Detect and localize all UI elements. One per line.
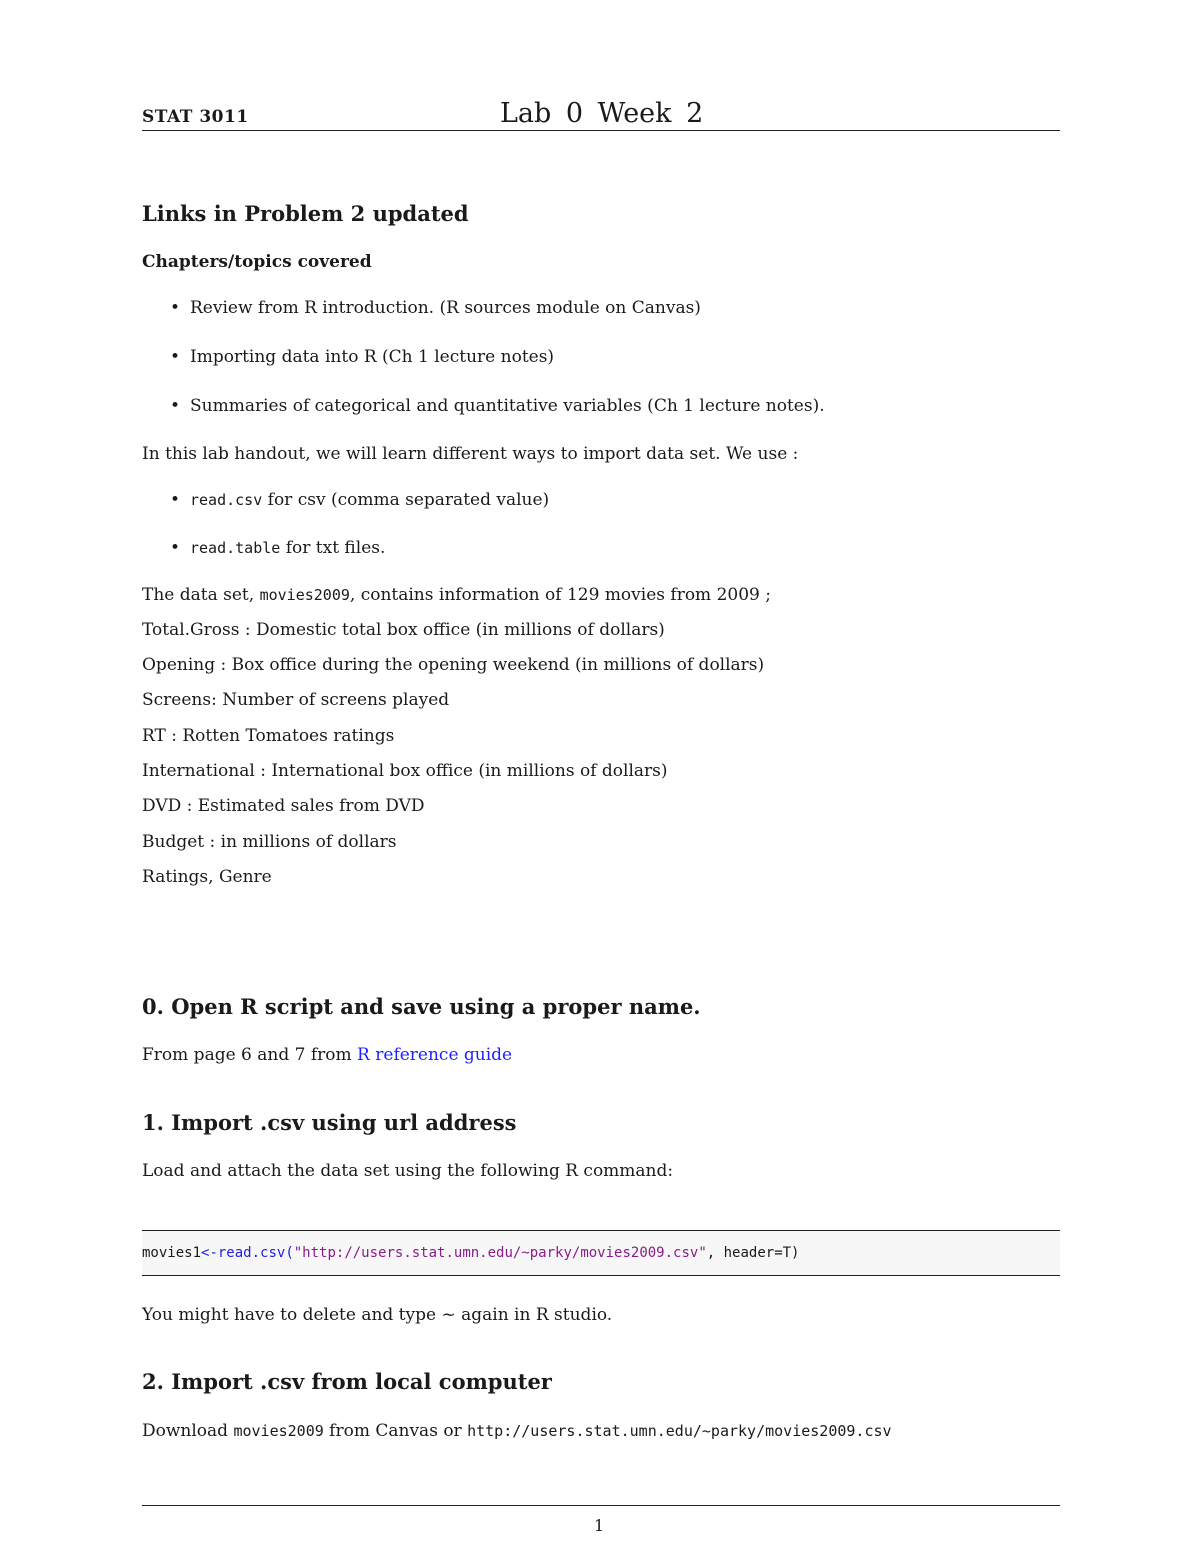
section-0-prefix: From page 6 and 7 from: [142, 1045, 358, 1065]
section-0-heading: 0. Open R script and save using a proper name.: [142, 994, 701, 1019]
method-item: [170, 538, 385, 558]
method-item: [170, 490, 549, 510]
page-number: 1: [594, 1516, 605, 1535]
section-2-prefix: Download: [142, 1421, 234, 1441]
method-code: read.table: [190, 539, 281, 557]
variable-line: RT : Rotten Tomatoes ratings: [142, 726, 395, 746]
topic-item: [170, 347, 554, 367]
method-text: for csv (comma separated value): [262, 490, 550, 510]
variable-line: Budget : in millions of dollars: [142, 832, 397, 852]
variable-line: Opening : Box office during the opening weekend (in millions of dollars): [142, 655, 765, 675]
bullet-icon: •: [170, 538, 181, 558]
section-0-text: [142, 1045, 512, 1065]
code-dot: .: [251, 1245, 261, 1261]
page-header: [142, 96, 1060, 131]
code-variable: movies1: [142, 1245, 202, 1261]
r-reference-guide-link[interactable]: R reference guide: [357, 1045, 513, 1065]
variable-line: Ratings, Genre: [142, 867, 272, 887]
course-code: STAT 3011: [142, 107, 249, 127]
dataset-url[interactable]: http://users.stat.umn.edu/~parky/movies2009.csv: [467, 1422, 892, 1440]
method-code: read.csv: [190, 491, 263, 509]
variable-line: International : International box office (in millions of dollars): [142, 761, 668, 781]
section-1-note: You might have to delete and type ~ again in R studio.: [142, 1305, 613, 1325]
topics-heading: Chapters/topics covered: [142, 252, 372, 272]
document-title: Lab 0 Week 2: [500, 98, 704, 129]
bullet-icon: •: [170, 490, 181, 510]
section-2-text: [142, 1421, 892, 1441]
section-2-mid: from Canvas or: [323, 1421, 468, 1441]
topic-text: Summaries of categorical and quantitative variables (Ch 1 lecture notes).: [190, 396, 825, 416]
dataset-description: [142, 585, 771, 605]
intro-paragraph: In this lab handout, we will learn different ways to import data set. We use :: [142, 444, 799, 464]
variable-line: Screens: Number of screens played: [142, 690, 450, 710]
topic-text: Importing data into R (Ch 1 lecture notes): [190, 347, 555, 367]
dataset-suffix: , contains information of 129 movies from 2009 ;: [349, 585, 771, 605]
section-2-heading: 2. Import .csv from local computer: [142, 1369, 552, 1394]
section-2-dataset-name: movies2009: [233, 1422, 324, 1440]
bullet-icon: •: [170, 347, 181, 367]
section-1-text: Load and attach the data set using the following R command:: [142, 1161, 674, 1181]
code-args: , header=T): [706, 1245, 800, 1261]
code-assign-fn: <-read: [201, 1245, 252, 1261]
variable-line: Total.Gross : Domestic total box office (in millions of dollars): [142, 620, 665, 640]
code-block[interactable]: [142, 1230, 1060, 1276]
section-1-heading: 1. Import .csv using url address: [142, 1110, 517, 1135]
footer-divider: [142, 1505, 1060, 1506]
bullet-icon: •: [170, 396, 181, 416]
topic-text: Review from R introduction. (R sources module on Canvas): [190, 298, 701, 318]
dataset-prefix: The data set,: [142, 585, 260, 605]
topic-item: [170, 298, 701, 318]
update-notice: Links in Problem 2 updated: [142, 201, 469, 226]
code-line: [142, 1245, 799, 1261]
dataset-name: movies2009: [259, 586, 350, 604]
code-function: csv(: [260, 1245, 294, 1261]
bullet-icon: •: [170, 298, 181, 318]
topic-item: [170, 396, 825, 416]
variable-line: DVD : Estimated sales from DVD: [142, 796, 425, 816]
method-text: for txt files.: [280, 538, 386, 558]
code-string: "http://users.stat.umn.edu/~parky/movies2009.csv": [293, 1245, 707, 1261]
document-page: [142, 0, 1060, 1553]
